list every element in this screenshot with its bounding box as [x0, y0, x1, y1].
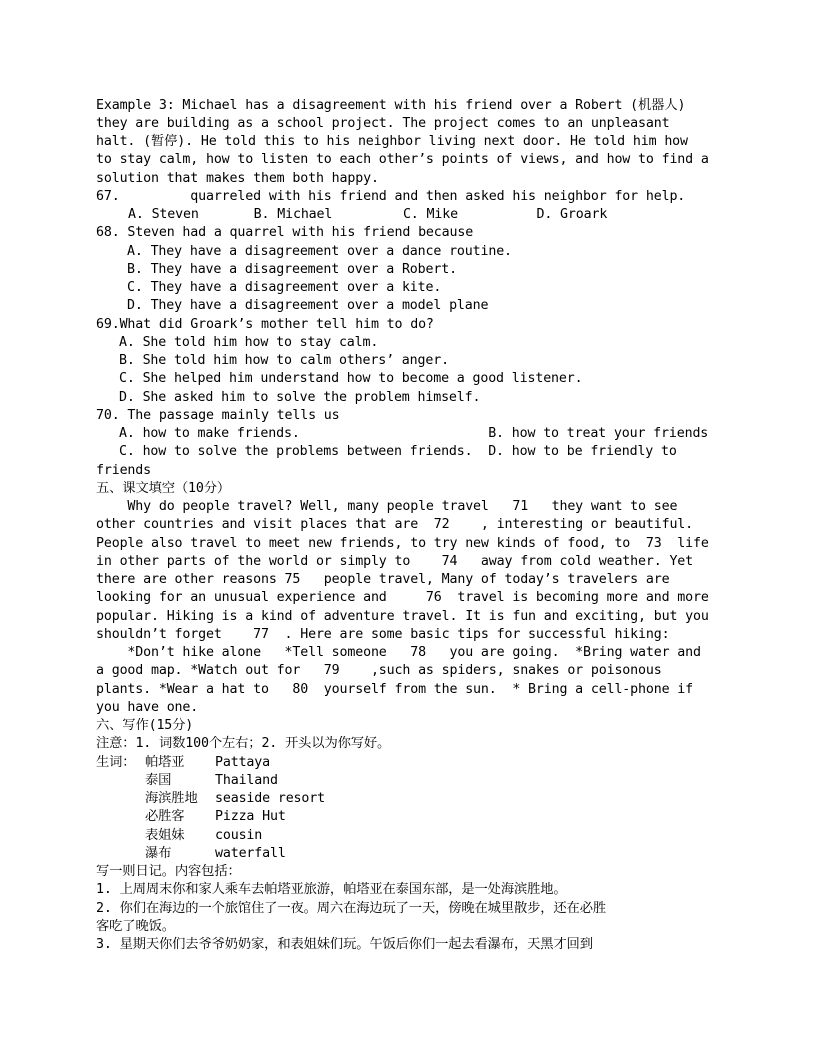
- question-68-option: A. They have a disagreement over a dance routine.: [127, 244, 512, 259]
- example-line: to stay calm, how to listen to each other’s points of views, and how to find a: [96, 152, 709, 167]
- cloze-line: popular. Hiking is a kind of adventure travel. It is fun and exciting, but you: [96, 609, 709, 624]
- vocab-cn: 泰国: [145, 773, 172, 788]
- vocab-en: seaside resort: [215, 791, 325, 806]
- question-70-option: A. how to make friends. B. how to treat your friends: [119, 426, 709, 441]
- question-70-stem: 70. The passage mainly tells us: [96, 408, 340, 423]
- vocab-cn: 必胜客: [145, 809, 185, 824]
- question-69-option: D. She asked him to solve the problem himself.: [119, 390, 481, 405]
- cloze-line: a good map. *Watch out for 79 ,such as spiders, snakes or poisonous: [96, 663, 662, 678]
- vocab-cn: 帕塔亚: [145, 755, 185, 770]
- cloze-line: looking for an unusual experience and 76 travel is becoming more and more: [96, 590, 709, 605]
- question-67-options: A. Steven B. Michael C. Mike D. Groark: [128, 207, 608, 222]
- cloze-line: shouldn’t forget 77 . Here are some basic tips for successful hiking:: [96, 627, 670, 642]
- writing-point: 客吃了晚饭。: [96, 919, 175, 934]
- example-line: Example 3: Michael has a disagreement with his friend over a Robert (机器人): [96, 98, 686, 113]
- writing-point: 3. 星期天你们去爷爷奶奶家，和表姐妹们玩。午饭后你们一起去看瀑布，天黑才回到: [96, 937, 593, 952]
- writing-note: 注意：1. 词数100个左右；2. 开头以为你写好。: [96, 736, 391, 751]
- writing-point: 1. 上周周末你和家人乘车去帕塔亚旅游，帕塔亚在泰国东部，是一处海滨胜地。: [96, 882, 567, 897]
- question-70-wrap: friends: [96, 463, 151, 478]
- vocab-en: waterfall: [215, 846, 286, 861]
- writing-task: 写一则日记。内容包括：: [96, 864, 241, 879]
- example-line: they are building as a school project. The project comes to an unpleasant: [96, 116, 670, 131]
- vocab-en: Thailand: [215, 773, 278, 788]
- question-69-option: A. She told him how to stay calm.: [119, 335, 379, 350]
- question-67-stem: 67. quarreled with his friend and then asked his neighbor for help.: [96, 189, 686, 204]
- question-68-option: D. They have a disagreement over a model plane: [127, 298, 489, 313]
- vocab-en: Pattaya: [215, 755, 270, 770]
- question-68-option: B. They have a disagreement over a Robert.: [127, 262, 457, 277]
- vocab-cn: 瀑布: [145, 846, 172, 861]
- example-line: solution that makes them both happy.: [96, 171, 379, 186]
- writing-point: 2. 你们在海边的一个旅馆住了一夜。周六在海边玩了一天，傍晚在城里散步，还在必胜: [96, 901, 606, 916]
- example-line: halt. (暂停). He told this to his neighbor living next door. He told him how: [96, 134, 688, 149]
- cloze-line: there are other reasons 75 people travel, Many of today’s travelers are: [96, 572, 670, 587]
- section-6-heading: 六、写作(15分): [96, 718, 194, 733]
- vocab-cn: 表姐妹: [145, 828, 185, 843]
- cloze-line: you have one.: [96, 700, 199, 715]
- cloze-line: Why do people travel? Well, many people travel 71 they want to see: [96, 499, 678, 514]
- vocab-cn: 海滨胜地: [145, 791, 198, 806]
- question-70-option: C. how to solve the problems between friends. D. how to be friendly to: [119, 444, 677, 459]
- question-68-stem: 68. Steven had a quarrel with his friend because: [96, 225, 474, 240]
- cloze-line: in other parts of the world or simply to 74 away from cold weather. Yet: [96, 554, 694, 569]
- section-5-heading: 五、课文填空（10分）: [96, 481, 231, 496]
- cloze-line: *Don’t hike alone *Tell someone 78 you are going. *Bring water and: [96, 645, 701, 660]
- cloze-line: plants. *Wear a hat to 80 yourself from the sun. * Bring a cell-phone if: [96, 682, 694, 697]
- question-68-option: C. They have a disagreement over a kite.: [127, 280, 442, 295]
- cloze-line: People also travel to meet new friends, to try new kinds of food, to 73 life: [96, 536, 709, 551]
- vocab-en: Pizza Hut: [215, 809, 286, 824]
- vocab-en: cousin: [215, 828, 263, 843]
- question-69-option: C. She helped him understand how to become a good listener.: [119, 371, 583, 386]
- question-69-stem: 69.What did Groark’s mother tell him to do?: [96, 317, 434, 332]
- question-69-option: B. She told him how to calm others’ anger.: [119, 353, 449, 368]
- cloze-line: other countries and visit places that are 72 , interesting or beautiful.: [96, 517, 694, 532]
- vocab-label: 生词：: [96, 755, 136, 770]
